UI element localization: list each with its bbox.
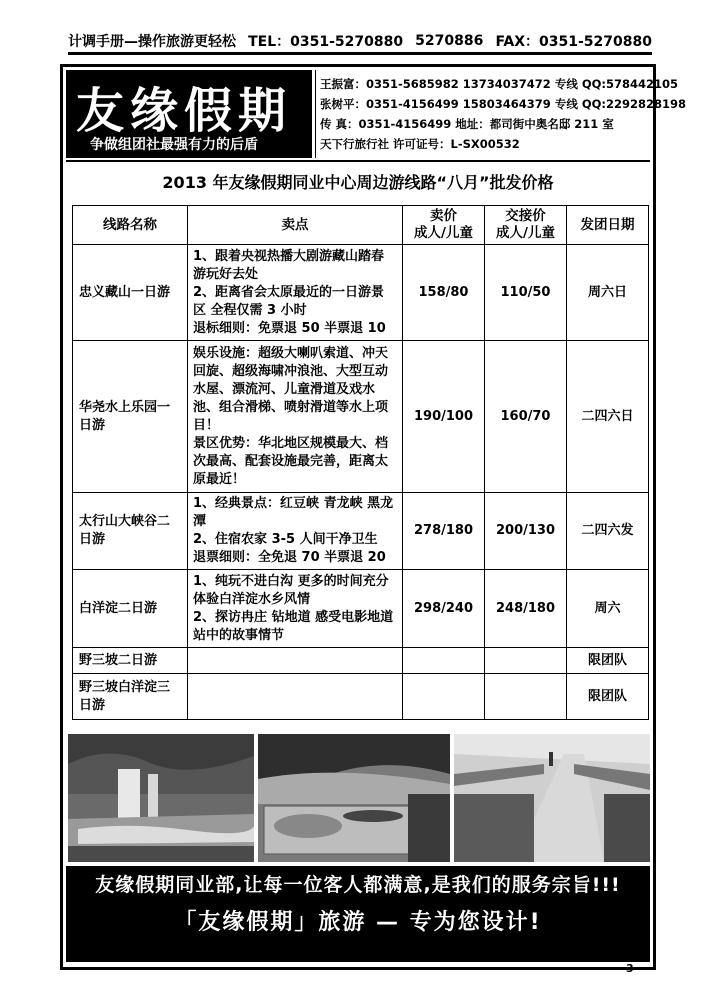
- trade-price: 248/180: [485, 570, 567, 648]
- depart-date: 二四六日: [567, 341, 649, 493]
- route-name: 野三坡白洋淀三日游: [73, 674, 188, 720]
- contact-line: 王振富：0351-5685982 13734037472 专线 QQ:578442105: [320, 77, 678, 91]
- page-number: · 3 ·: [618, 962, 642, 975]
- col-header-date: 发团日期: [567, 206, 649, 245]
- col-header-sell: 卖价 成人/儿童: [403, 206, 485, 245]
- route-name: 太行山大峡谷二日游: [73, 493, 188, 570]
- sell-price: 158/80: [403, 245, 485, 341]
- col-header-desc: 卖点: [188, 206, 403, 245]
- page-title: 2013 年友缘假期同业中心周边游线路“八月”批发价格: [162, 173, 554, 192]
- header-tel: TEL：0351-5270880: [248, 34, 404, 50]
- sell-price: [403, 674, 485, 720]
- divider: [66, 160, 650, 162]
- route-name: 忠义藏山一日游: [73, 245, 188, 341]
- route-name: 华尧水上乐园一日游: [73, 341, 188, 493]
- depart-date: 周六日: [567, 245, 649, 341]
- route-name: 白洋淀二日游: [73, 570, 188, 648]
- path-photo: [454, 734, 650, 862]
- sell-price: 278/180: [403, 493, 485, 570]
- price-table: [72, 205, 649, 720]
- route-name: 野三坡二日游: [73, 648, 188, 674]
- footer-banner: [66, 866, 650, 962]
- sell-price: 298/240: [403, 570, 485, 648]
- depart-date: 二四六发: [567, 493, 649, 570]
- brand-name: 友缘假期: [76, 83, 293, 139]
- trade-price: [485, 648, 567, 674]
- route-desc: 1、跟着央视热播大剧游藏山踏春游玩好去处 2、距离省会太原最近的一日游景区 全程仅需 3 小时 退标细则：免票退 50 半票退 10: [188, 245, 403, 341]
- depart-date: 限团队: [567, 674, 649, 720]
- header-tel2: 5270886: [415, 33, 484, 49]
- col-header-trade: 交接价 成人/儿童: [485, 206, 567, 245]
- contact-line: 张树平：0351-4156499 15803464379 专线 QQ:2292828198: [320, 97, 686, 111]
- trade-price: 200/130: [485, 493, 567, 570]
- table-row: [73, 341, 649, 493]
- sell-price: [403, 648, 485, 674]
- table-row: [73, 245, 649, 341]
- brand-box: [66, 70, 312, 158]
- banner-line1: 友缘假期同业部,让每一位客人都满意,是我们的服务宗旨!!!: [95, 874, 621, 896]
- table-header-row: [73, 206, 649, 245]
- depart-date: 限团队: [567, 648, 649, 674]
- header-slogan: 计调手册—操作旅游更轻松: [68, 34, 236, 50]
- header-line: [68, 30, 652, 55]
- table-row: [73, 648, 649, 674]
- banner-line2: 「友缘假期」旅游 — 专为您设计!: [174, 910, 542, 935]
- trade-price: 110/50: [485, 245, 567, 341]
- pool-photo: [258, 734, 450, 862]
- contact-line: 天下行旅行社 许可证号：L-SX00532: [320, 137, 520, 151]
- sell-price: 190/100: [403, 341, 485, 493]
- trade-price: [485, 674, 567, 720]
- header-fax: FAX：0351-5270880: [495, 34, 652, 50]
- waterfall-photo: [68, 734, 254, 862]
- trade-price: 160/70: [485, 341, 567, 493]
- contact-line: 传 真：0351-4156499 地址：都司街中奥名邸 211 室: [320, 117, 614, 131]
- col-header-name: 线路名称: [73, 206, 188, 245]
- table-row: [73, 674, 649, 720]
- divider: [315, 70, 316, 158]
- route-desc: [188, 648, 403, 674]
- route-desc: 1、纯玩不进白沟 更多的时间充分体验白洋淀水乡风情 2、探访冉庄 钻地道 感受电影地道站中的故事情节: [188, 570, 403, 648]
- route-desc: 娱乐设施：超级大喇叭索道、冲天回旋、超级海啸冲浪池、大型互动水屋、漂流河、儿童滑道及戏水池、组合滑梯、喷射滑道等水上项目！ 景区优势：华北地区规模最大、档次最高、配套设施最完善，距离太原最近！: [188, 341, 403, 493]
- contact-block: [320, 74, 686, 154]
- depart-date: 周六: [567, 570, 649, 648]
- route-desc: [188, 674, 403, 720]
- route-desc: 1、经典景点：红豆峡 青龙峡 黑龙潭 2、住宿农家 3-5 人间干净卫生 退票细则：全免退 70 半票退 20: [188, 493, 403, 570]
- brand-tagline: 争做组团社最强有力的后盾: [90, 137, 258, 153]
- table-row: [73, 493, 649, 570]
- table-row: [73, 570, 649, 648]
